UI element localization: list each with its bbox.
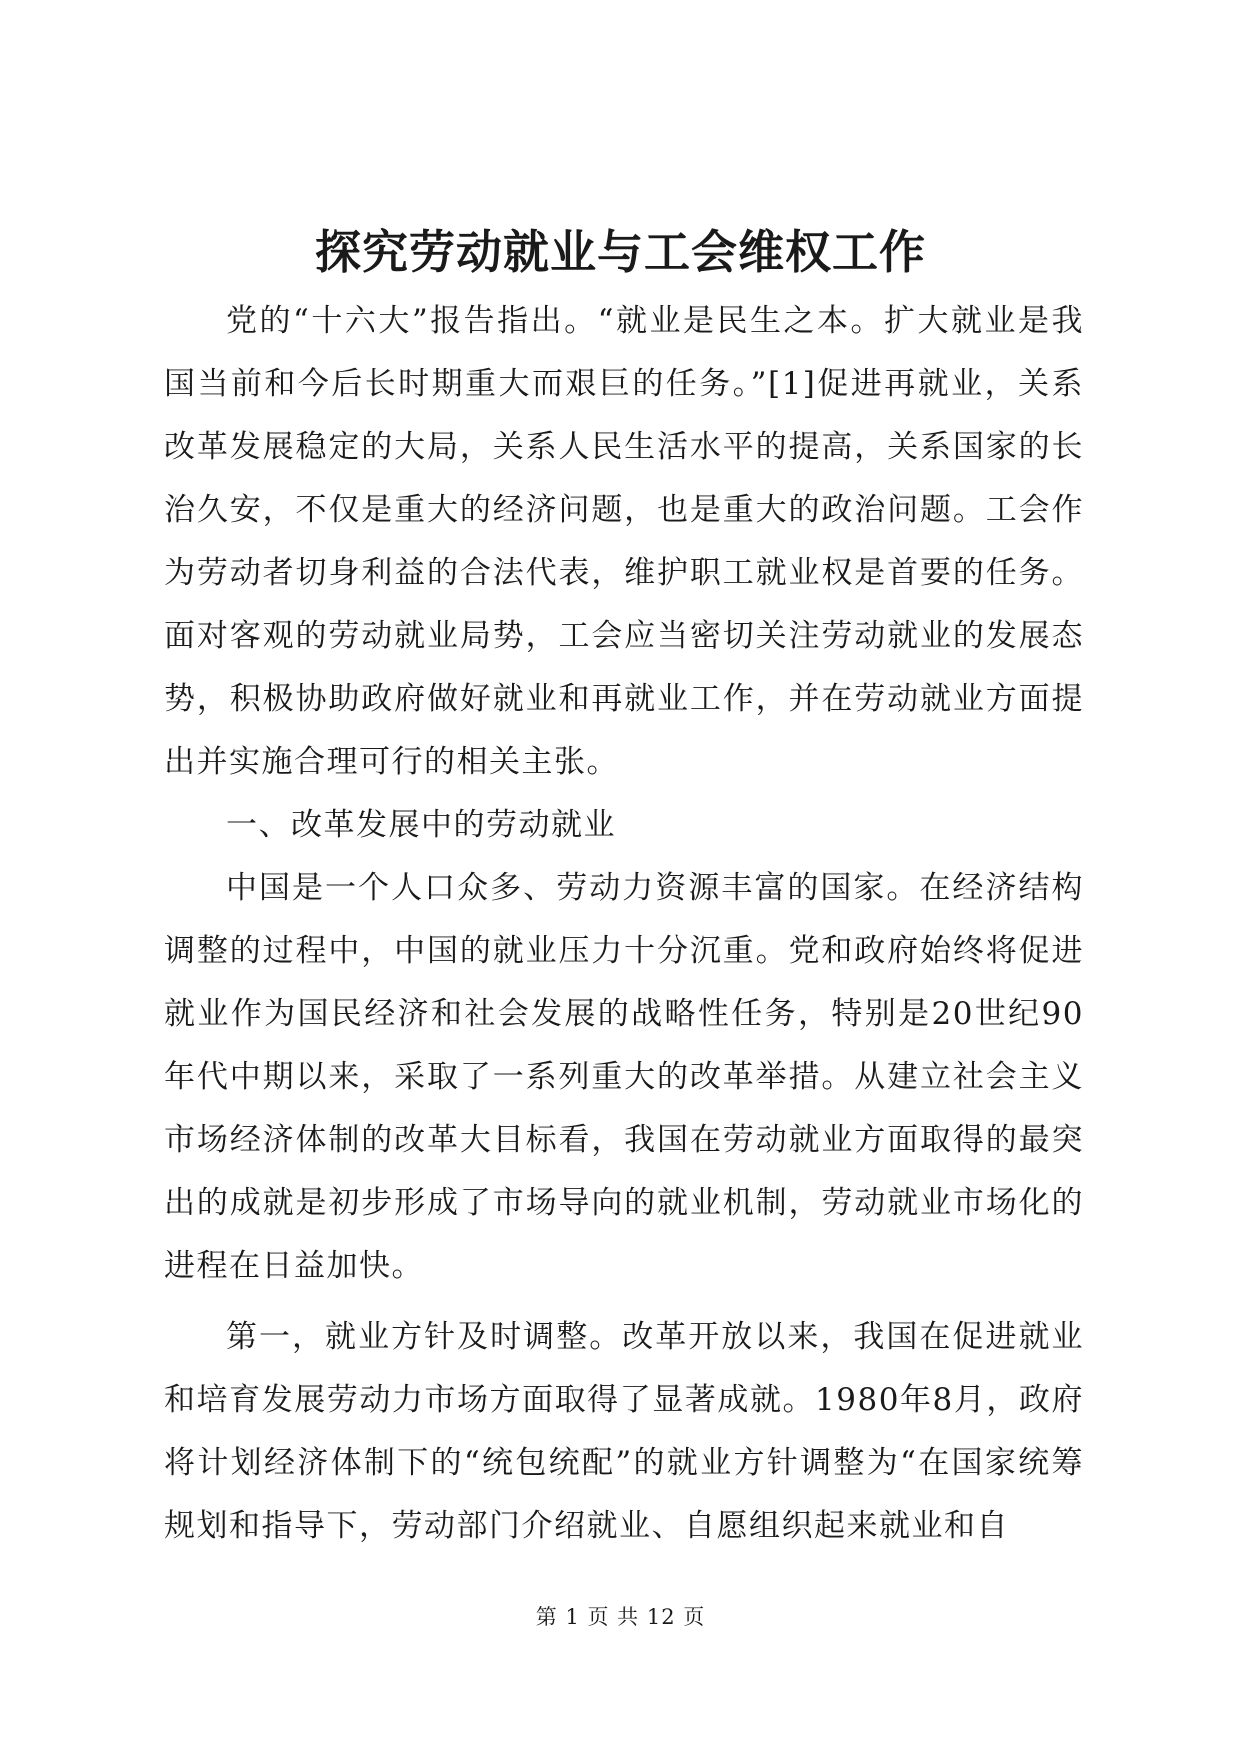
paragraph-policy: 第一，就业方针及时调整。改革开放以来，我国在促进就业和培育发展劳动力市场方面取得了显著成就。1980年8月，政府将计划经济体制下的“统包统配”的就业方针调整为“在国家统筹规划和指导下，劳动部门介绍就业、自愿组织起来就业和自 — [164, 1319, 1084, 1544]
document-body — [164, 290, 1084, 1558]
section-heading: 一、改革发展中的劳动就业 — [226, 807, 616, 843]
document-title: 探究劳动就业与工会维权工作 — [315, 225, 926, 279]
paragraph-intro: 党的“十六大”报告指出。“就业是民生之本。扩大就业是我国当前和今后长时期重大而艰巨的任务。”[1]促进再就业，关系改革发展稳定的大局，关系人民生活水平的提高，关系国家的长治久安，不仅是重大的经济问题，也是重大的政治问题。工会作为劳动者切身利益的合法代表，维护职工就业权是首要的任务。面对客观的劳动就业局势，工会应当密切关注劳动就业的发展态势，积极协助政府做好就业和再就业工作，并在劳动就业方面提出并实施合理可行的相关主张。 — [164, 303, 1084, 780]
paragraph-employment: 中国是一个人口众多、劳动力资源丰富的国家。在经济结构调整的过程中，中国的就业压力十分沉重。党和政府始终将促进就业作为国民经济和社会发展的战略性任务，特别是20世纪90年代中期以来，采取了一系列重大的改革举措。从建立社会主义市场经济体制的改革大目标看，我国在劳动就业方面取得的最突出的成就是初步形成了市场导向的就业机制，劳动就业市场化的进程在日益加快。 — [164, 870, 1084, 1284]
page-number: 第 1 页 共 12 页 — [535, 1605, 706, 1629]
